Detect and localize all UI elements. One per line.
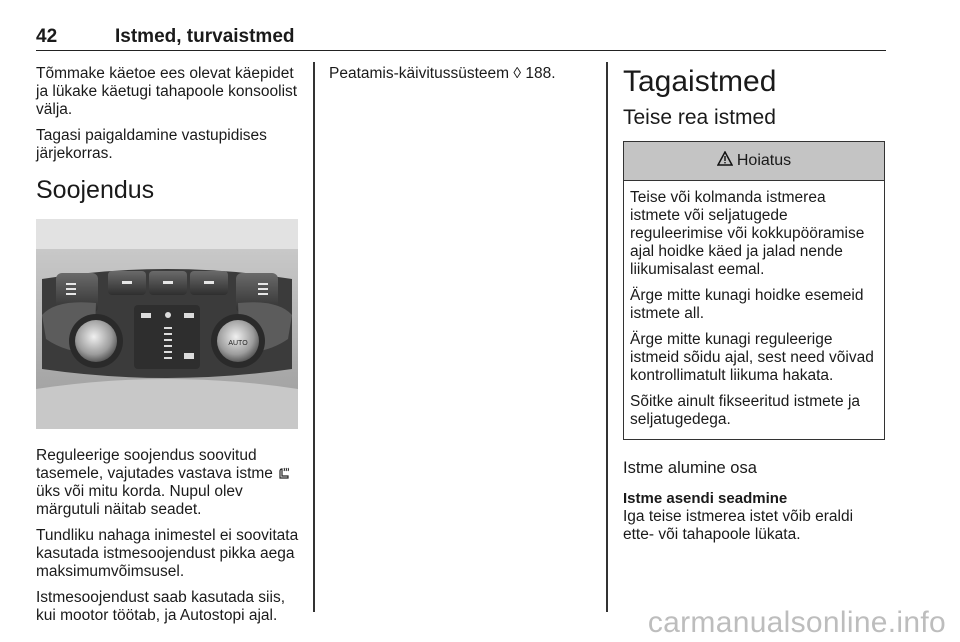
watermark: carmanualsonline.info — [647, 606, 946, 639]
subsection-title-second-row: Teise rea istmed — [623, 106, 776, 129]
page-number: 42 — [36, 26, 58, 47]
paragraph-stop-start — [329, 65, 595, 83]
page-header — [36, 24, 886, 51]
column-1 — [36, 65, 302, 633]
warning-box — [623, 141, 885, 440]
warning-paragraph-1: Teise või kolmanda istmerea istmete või seljatugede reguleerimise või kokkupööramise ajal hoidke käed ja jalad nende liikumisalast eemal. — [630, 189, 865, 278]
section-heading-heating: Soojendus — [36, 176, 155, 204]
knob-auto-label: AUTO — [228, 340, 248, 347]
paragraph-sensitive-skin: Tundliku nahaga inimestel ei soovitata kasutada istmesoojendust pikka aega maksimumvõimsusel. — [36, 527, 299, 580]
paragraph-seat-heating — [36, 447, 302, 519]
column-divider-2 — [606, 62, 608, 612]
page-reference-link[interactable]: 188. — [525, 65, 556, 82]
warning-header — [624, 142, 884, 181]
paragraph-seat-slide: Iga teise istmerea istet võib eraldi ette- või tahapoole lükata. — [623, 508, 854, 543]
warning-body — [624, 181, 884, 439]
paragraph-reinstall: Tagasi paigaldamine vastupidises järjekorras. — [36, 127, 267, 162]
paragraph-engine-running: Istmesoojendust saab kasutada siis, kui mootor töötab, ja Autostopi ajal. — [36, 589, 285, 624]
warning-paragraph-3: Ärge mitte kunagi reguleerige istmeid sõidu ajal, sest need võivad kontrollimatult liikuma hakata. — [630, 331, 874, 384]
column-divider-1 — [313, 62, 315, 612]
section-title-rear-seats: Tagaistmed — [623, 65, 777, 98]
page-reference-icon: ◊ — [513, 65, 522, 82]
climate-panel-illustration — [36, 219, 298, 429]
paragraph-armrest: Tõmmake käetoe ees olevat käepidet ja lükake käetugi tahapoole konsoolist välja. — [36, 65, 298, 118]
seat-heating-text-before: Reguleerige soojendus soovitud tasemele, vajutades vastava istme — [36, 447, 273, 482]
page-header-title: Istmed, turvaistmed — [115, 26, 295, 47]
column-3 — [623, 65, 885, 552]
warning-paragraph-2: Ärge mitte kunagi hoidke esemeid istmete all. — [630, 287, 864, 322]
seat-heating-text-after: üks või mitu korda. Nupul olev märgutuli näitab seadet. — [36, 483, 243, 518]
warning-triangle-icon — [717, 151, 733, 171]
stop-start-text: Peatamis-käivitussüsteem — [329, 65, 510, 82]
warning-paragraph-4: Sõitke ainult fikseeritud istmete ja seljatugedega. — [630, 393, 861, 428]
warning-label: Hoiatus — [736, 152, 792, 169]
subheading-seat-base: Istme alumine osa — [623, 459, 757, 477]
column-2 — [329, 65, 595, 91]
seat-heating-icon — [277, 465, 291, 483]
climate-control-photo — [36, 219, 298, 429]
subheading-seat-position: Istme asendi seadmine — [623, 490, 788, 507]
